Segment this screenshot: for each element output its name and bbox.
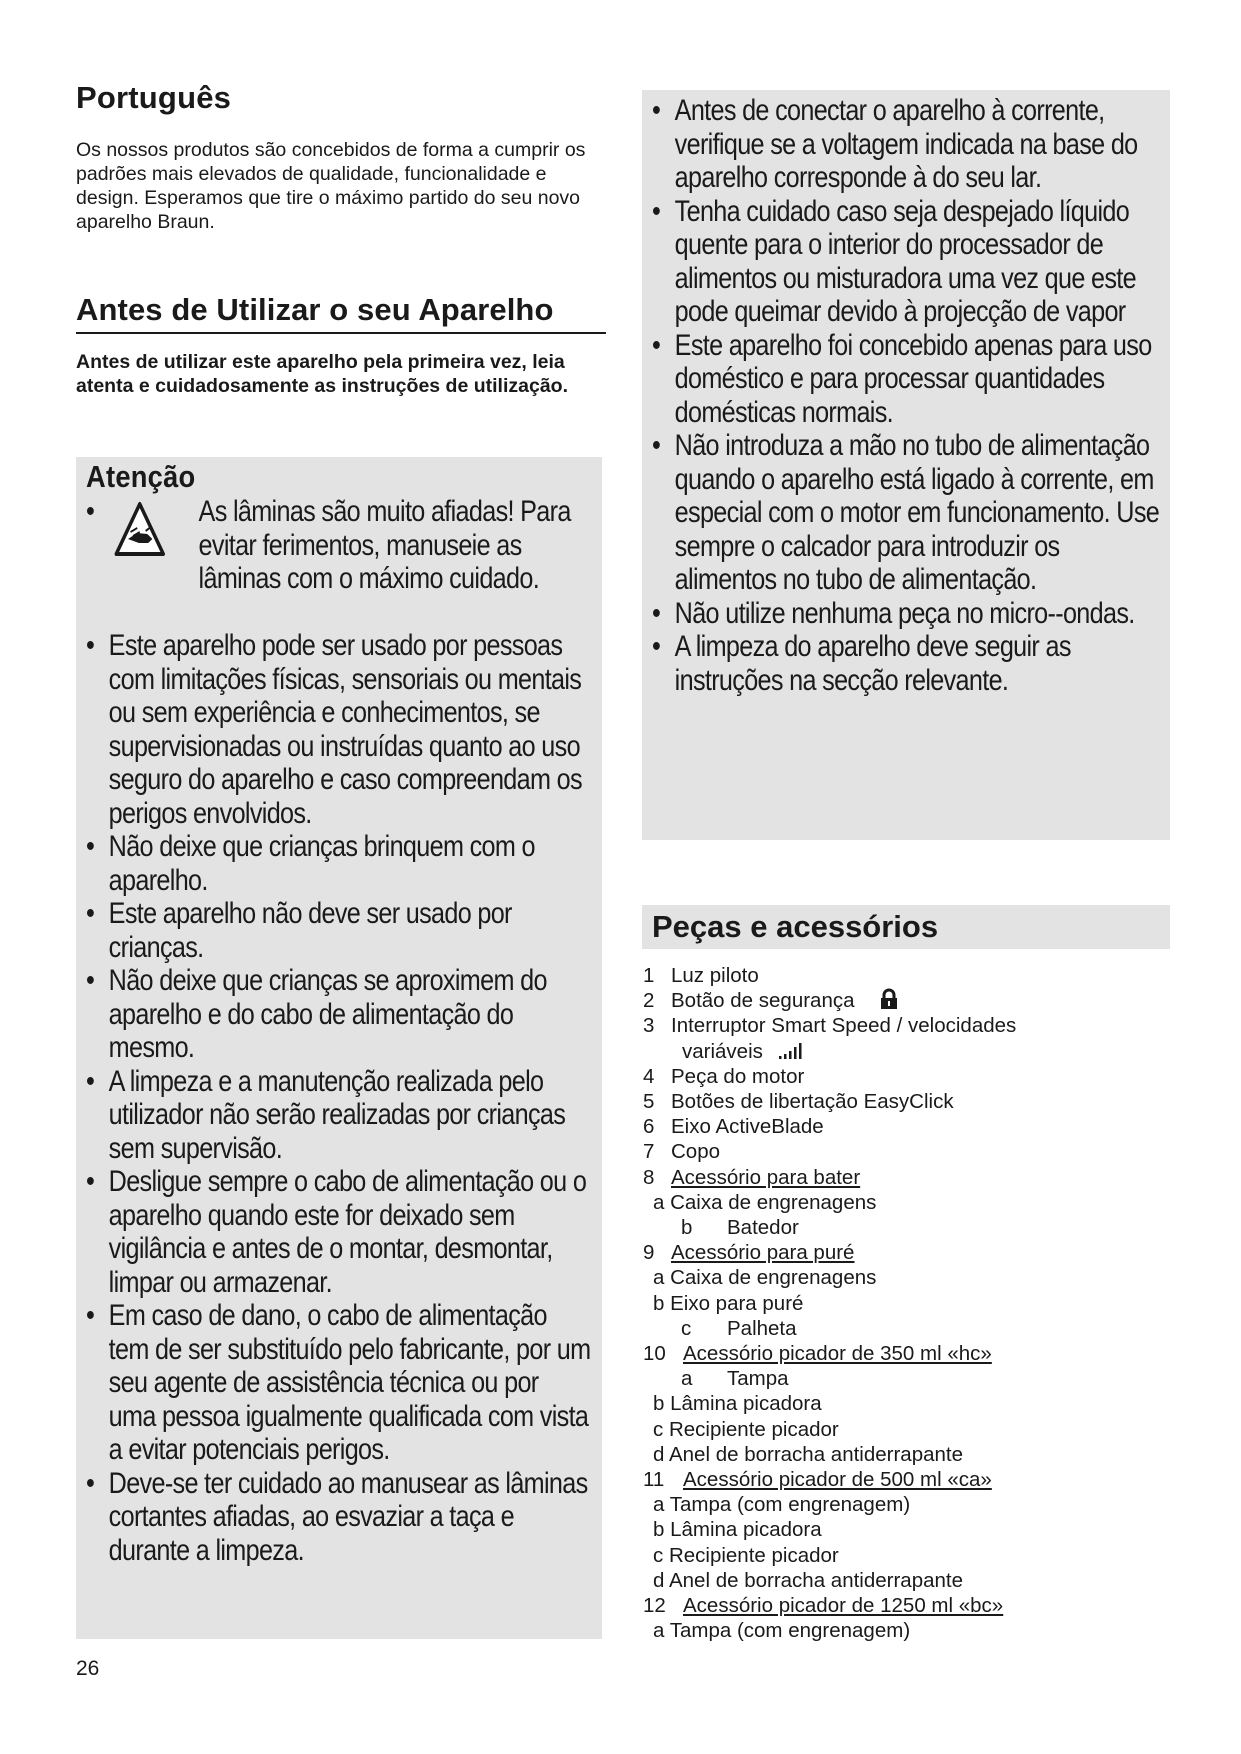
part-row: 5 Botões de libertação EasyClick bbox=[643, 1090, 954, 1114]
list-item: • A limpeza e a manutenção realizada pelo utilizador não serão realizadas por crianças sem supervisão. bbox=[86, 1065, 592, 1166]
part-row: 7 Copo bbox=[643, 1140, 721, 1164]
part-sub-row: a Caixa de engrenagens bbox=[653, 1266, 877, 1290]
parts-heading: Peças e acessórios bbox=[652, 909, 939, 944]
left-column bbox=[76, 80, 606, 398]
part-row: 6 Eixo ActiveBlade bbox=[643, 1115, 824, 1139]
part-row: 8 Acessório para bater bbox=[643, 1165, 861, 1189]
part-sub-row: b Eixo para puré bbox=[653, 1291, 804, 1315]
list-item: • Deve-se ter cuidado ao manusear as lâminas cortantes afiadas, ao esvaziar a taça e durante a limpeza. bbox=[86, 1467, 592, 1568]
part-row: 9 Acessório para puré bbox=[643, 1241, 855, 1265]
language-title: Português bbox=[76, 80, 232, 115]
attention-right-items bbox=[652, 94, 1164, 697]
part-row: 4 Peça do motor bbox=[643, 1064, 805, 1088]
part-sub-row: c Palheta bbox=[681, 1316, 797, 1340]
part-sub-row: c Recipiente picador bbox=[653, 1543, 839, 1567]
part-row: 3 Interruptor Smart Speed / velocidades bbox=[643, 1014, 1017, 1038]
list-item: • Este aparelho foi concebido apenas para uso doméstico e para processar quantidades domésticas normais. bbox=[652, 329, 1164, 430]
part-row: 12 Acessório picador de 1250 ml «bc» bbox=[643, 1594, 1004, 1618]
part-sub-row: a Tampa (com engrenagem) bbox=[653, 1493, 911, 1517]
part-row-cont: variáveis bbox=[643, 1039, 1163, 1064]
attention-items bbox=[86, 629, 592, 1567]
before-use-heading: Antes de Utilizar o seu Aparelho bbox=[76, 292, 606, 334]
part-sub-row: b Lâmina picadora bbox=[653, 1392, 822, 1416]
list-item: • A limpeza do aparelho deve seguir as instruções na secção relevante. bbox=[652, 630, 1164, 697]
part-row: 11 Acessório picador de 500 ml «ca» bbox=[643, 1468, 992, 1492]
attention-list bbox=[86, 495, 592, 1567]
part-sub-row: b Lâmina picadora bbox=[653, 1518, 822, 1542]
part-sub-row: b Batedor bbox=[681, 1216, 799, 1240]
attention-box bbox=[76, 457, 602, 1639]
parts-heading-bar bbox=[642, 905, 1170, 949]
list-item: • Tenha cuidado caso seja despejado líquido quente para o interior do processador de alimentos ou misturadora uma vez que este pode queimar devido à projecção de vapor bbox=[652, 195, 1164, 329]
page-number: 26 bbox=[76, 1657, 100, 1680]
list-item: • Este aparelho pode ser usado por pessoas com limitações físicas, sensoriais ou mentais ou sem experiência e conhecimentos, se supervisionadas ou instruídas quanto ao uso seguro do aparelho e caso compreendam os perigos envolvidos. bbox=[86, 629, 592, 830]
attention-first-text: As lâminas são muito afiadas! Para evitar ferimentos, manuseie as lâminas com o máximo cuidado. bbox=[198, 495, 571, 595]
speed-bars-icon bbox=[779, 1041, 805, 1059]
part-sub-row: a Tampa (com engrenagem) bbox=[653, 1619, 911, 1643]
list-item: • Não deixe que crianças se aproximem do aparelho e do cabo de alimentação do mesmo. bbox=[86, 964, 592, 1065]
part-sub-row: a Tampa bbox=[681, 1367, 789, 1391]
list-item: • Não introduza a mão no tubo de alimentação quando o aparelho está ligado à corrente, em especial com o motor em funcionamento. Use sempre o calcador para introduzir os alimentos no tubo de alimentação. bbox=[652, 429, 1164, 597]
bullet: • bbox=[86, 495, 95, 528]
part-sub-row: a Caixa de engrenagens bbox=[653, 1190, 877, 1214]
list-item: • Antes de conectar o aparelho à corrente, verifique se a voltagem indicada na base do aparelho corresponde à do seu lar. bbox=[652, 94, 1164, 195]
parts-list bbox=[643, 963, 1163, 1643]
part-row: 2 Botão de segurança bbox=[643, 988, 1163, 1013]
lock-icon bbox=[878, 988, 900, 1010]
part-row: 10 Acessório picador de 350 ml «hc» bbox=[643, 1342, 992, 1366]
attention-continued-box bbox=[642, 90, 1170, 840]
list-item: • Não utilize nenhuma peça no micro--ondas. bbox=[652, 597, 1164, 631]
attention-title: Atenção bbox=[86, 459, 196, 494]
list-item: • Este aparelho não deve ser usado por crianças. bbox=[86, 897, 592, 964]
part-row: 1 Luz piloto bbox=[643, 964, 759, 987]
list-item: • Em caso de dano, o cabo de alimentação tem de ser substituído pelo fabricante, por um seu agente de assistência técnica ou por uma pessoa igualmente qualificada com vista a evitar potenciais perigos. bbox=[86, 1299, 592, 1467]
part-sub-row: c Recipiente picador bbox=[653, 1417, 839, 1441]
part-sub-row: d Anel de borracha antiderrapante bbox=[653, 1442, 964, 1466]
part-sub-row: d Anel de borracha antiderrapante bbox=[653, 1568, 964, 1592]
intro-paragraph: Os nossos produtos são concebidos de forma a cumprir os padrões mais elevados de qualidade, funcionalidade e design. Esperamos que tire o máximo partido do seu novo aparelho Braun. bbox=[76, 139, 586, 233]
before-use-note: Antes de utilizar este aparelho pela primeira vez, leia atenta e cuidadosamente as instruções de utilização. bbox=[76, 351, 568, 397]
cut-hazard-icon bbox=[114, 501, 166, 557]
attention-first-item bbox=[86, 495, 592, 629]
list-item: • Desligue sempre o cabo de alimentação ou o aparelho quando este for deixado sem vigilância e antes de o montar, desmontar, limpar ou armazenar. bbox=[86, 1165, 592, 1299]
list-item: • Não deixe que crianças brinquem com o aparelho. bbox=[86, 830, 592, 897]
